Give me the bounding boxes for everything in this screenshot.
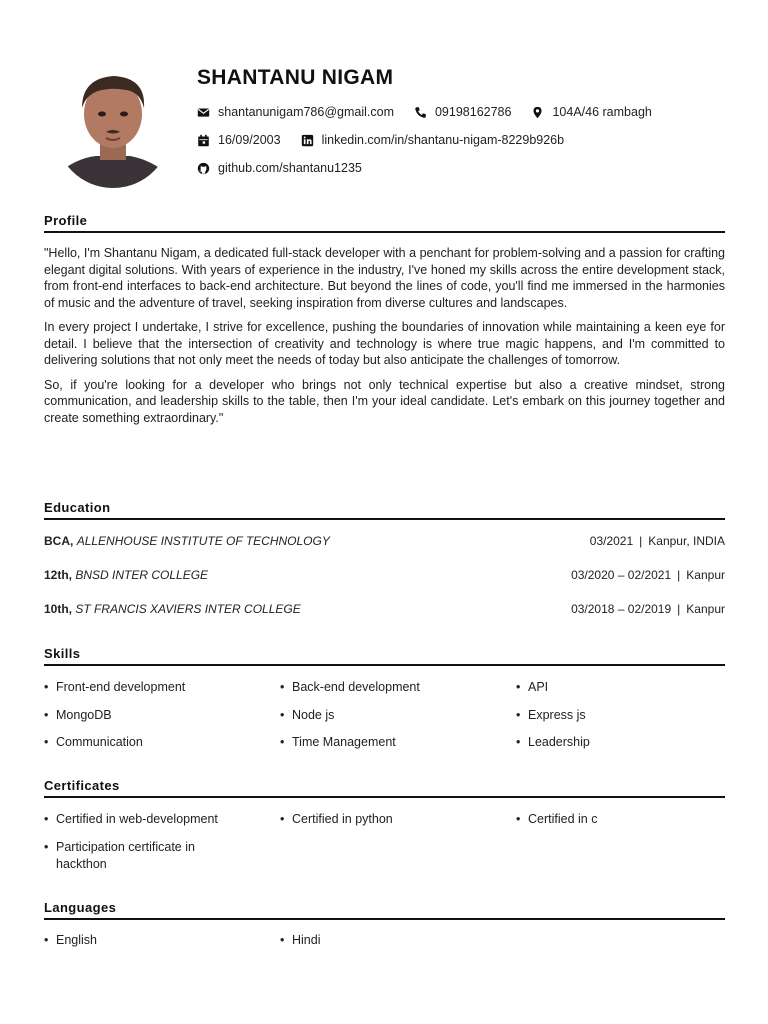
education-separator: | xyxy=(677,568,681,582)
github-text: github.com/shantanu1235 xyxy=(218,161,362,175)
education-school: ALLENHOUSE INSTITUTE OF TECHNOLOGY xyxy=(76,534,330,548)
education-heading: Education xyxy=(44,500,725,520)
certificate-item: • Certified in web-development xyxy=(44,811,218,828)
languages-heading: Languages xyxy=(44,900,725,920)
language-item: • Hindi xyxy=(280,932,321,949)
education-entry xyxy=(44,566,725,584)
dob-contact xyxy=(197,133,281,147)
profile-paragraph-2: In every project I undertake, I strive for excellence, pushing the boundaries of innovation while maintaining a keen eye for detail. I believe that the intersection of creativity and technology is where true magic happens, and I'm committed to delivering solutions that not only meet the needs of today but also anticipate the challenges of tomorrow. xyxy=(44,320,725,367)
education-location: Kanpur xyxy=(686,568,725,582)
education-date: 03/2020 – 02/2021 xyxy=(571,568,672,582)
skill-item: • Back-end development xyxy=(280,679,420,696)
github-icon xyxy=(197,162,210,175)
phone-contact[interactable] xyxy=(414,105,511,119)
education-location: Kanpur, INDIA xyxy=(648,534,725,548)
education-date: 03/2018 – 02/2019 xyxy=(571,602,672,616)
address-text: 104A/46 rambagh xyxy=(552,105,652,119)
profile-paragraph-1: "Hello, I'm Shantanu Nigam, a dedicated full-stack developer with a penchant for problem-solving and a passion for crafting elegant digital solutions. With years of experience in the industry, I've honed my skills across the entire development stack, from front-end interfaces to back-end architecture. But beyond the lines of code, you'll find me immersed in the harmonies of music and the adventure of travel, seeking inspiration from diverse cultures and landscapes. xyxy=(44,246,725,310)
skill-item: • Leadership xyxy=(516,734,590,751)
envelope-icon xyxy=(197,106,210,119)
address-contact xyxy=(531,105,651,119)
skill-item: • Communication xyxy=(44,734,143,751)
skill-item: • Front-end development xyxy=(44,679,185,696)
education-location: Kanpur xyxy=(686,602,725,616)
profile-heading: Profile xyxy=(44,213,725,233)
skill-item: • Time Management xyxy=(280,734,396,751)
linkedin-contact[interactable] xyxy=(301,133,565,147)
contact-row-2 xyxy=(197,131,584,149)
certificate-item: • Participation certificate in hackthon xyxy=(44,839,226,872)
profile-summary xyxy=(44,245,725,434)
education-separator: | xyxy=(677,602,681,616)
education-degree: 10th, xyxy=(44,602,73,616)
email-text: shantanunigam786@gmail.com xyxy=(218,105,394,119)
education-school: BNSD INTER COLLEGE xyxy=(75,568,209,582)
location-pin-icon xyxy=(531,106,544,119)
dob-text: 16/09/2003 xyxy=(218,133,281,147)
education-date: 03/2021 xyxy=(589,534,634,548)
education-separator: | xyxy=(639,534,643,548)
phone-icon xyxy=(414,106,427,119)
skill-item: • Express js xyxy=(516,707,586,724)
certificate-item: • Certified in c xyxy=(516,811,597,828)
education-entry xyxy=(44,600,725,618)
github-contact[interactable] xyxy=(197,161,362,175)
education-school: ST FRANCIS XAVIERS INTER COLLEGE xyxy=(75,602,301,616)
linkedin-text: linkedin.com/in/shantanu-nigam-8229b926b xyxy=(321,133,565,147)
skill-item: • Node js xyxy=(280,707,334,724)
contact-row-3 xyxy=(197,159,382,177)
profile-paragraph-3: So, if you're looking for a developer who brings not only technical expertise but also a creative mindset, strong communication, and leadership skills to the table, then I'm your ideal candidate. Let's embark on this journey together and create something extraordinary." xyxy=(44,377,725,425)
language-item: • English xyxy=(44,932,97,949)
calendar-icon xyxy=(197,134,210,147)
skill-item: • API xyxy=(516,679,548,696)
skill-item: • MongoDB xyxy=(44,707,112,724)
phone-text: 09198162786 xyxy=(434,105,512,119)
linkedin-icon xyxy=(301,134,314,147)
education-degree: BCA, xyxy=(44,534,74,548)
candidate-name: SHANTANU NIGAM xyxy=(197,66,394,89)
email-contact[interactable] xyxy=(197,105,394,119)
certificates-heading: Certificates xyxy=(44,778,725,798)
certificate-item: • Certified in python xyxy=(280,811,393,828)
skills-heading: Skills xyxy=(44,646,725,666)
profile-photo xyxy=(56,70,170,190)
education-entry xyxy=(44,532,725,550)
education-degree: 12th, xyxy=(44,568,73,582)
contact-row-1 xyxy=(197,103,672,121)
